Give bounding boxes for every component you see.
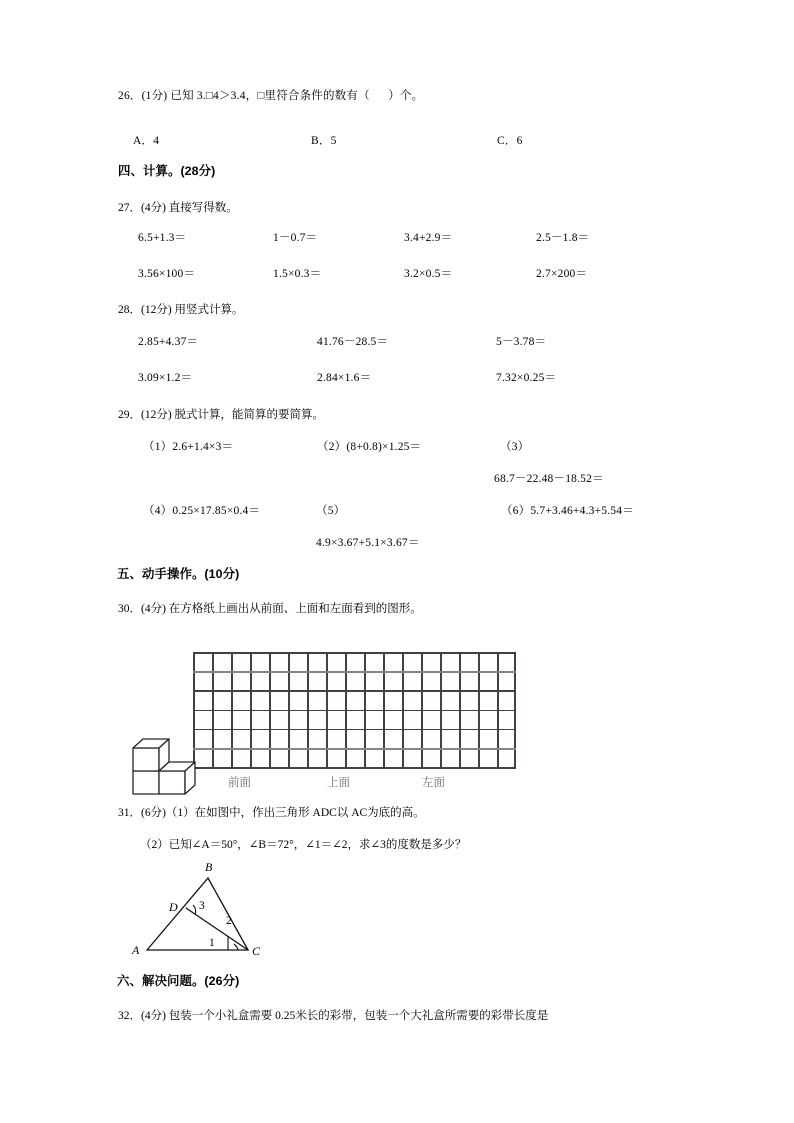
question-28-item: 3.09×1.2＝ [138,372,193,384]
question-31-stem: 31．(6分)（1）在如图中，作出三角形 ADC以 AC为底的高。 [118,807,425,819]
question-26-stem: 26．(1分) 已知 3.□4＞3.4，□里符合条件的数有（ ）个。 [118,90,424,102]
question-26-option-b[interactable]: B．5 [311,135,337,147]
view-label-front: 前面 [228,777,251,789]
grid-hline [193,671,516,673]
question-27-item: 3.2×0.5＝ [404,268,453,280]
question-27-item: 1.5×0.3＝ [273,268,322,280]
triangle-vertex-a: A [132,943,140,957]
question-26-option-a[interactable]: A．4 [133,135,160,147]
question-29-item: （4）0.25×17.85×0.4＝ [143,505,261,517]
question-27-item: 3.56×100＝ [138,268,196,280]
triangle-angle-3: 3 [199,900,205,912]
grid-hline [193,729,516,731]
question-29-item: （3） [500,441,530,453]
cube-solid-figure [130,735,212,797]
triangle-angle-2: 2 [226,915,232,927]
question-27-item: 2.7×200＝ [536,268,588,280]
grid-hline [193,767,516,769]
grid-hline [193,710,516,712]
section-5-heading: 五、动手操作。(10分) [117,567,240,581]
question-30-stem: 30．(4分) 在方格纸上画出从前面、上面和左面看到的图形。 [118,603,422,615]
question-27-stem: 27．(4分) 直接写得数。 [118,202,238,214]
grid-hline [193,748,516,750]
question-29-item: 4.9×3.67+5.1×3.67＝ [316,537,420,549]
triangle-vertex-d: D [169,900,178,914]
cube-solid-svg [130,735,212,797]
question-29-item: （2）(8+0.8)×1.25＝ [317,441,422,453]
triangle-figure [125,860,295,968]
question-27-item: 1－0.7＝ [273,232,318,244]
grid-hline [193,652,516,654]
question-31-part2: （2）已知∠A＝50°，∠B＝72°，∠1＝∠2，求∠3的度数是多少？ [140,839,467,851]
triangle-angle-1: 1 [209,937,215,949]
grid-hline [193,690,516,692]
triangle-svg [125,860,295,968]
square-grid-paper[interactable] [193,652,516,769]
triangle-vertex-b: B [205,860,213,874]
question-29-item: （6）5.7+3.46+4.3+5.54＝ [501,505,634,517]
question-28-item: 2.85+4.37＝ [138,336,199,348]
question-28-item: 7.32×0.25＝ [496,372,557,384]
view-label-top: 上面 [327,777,350,789]
question-29-item: 68.7－22.48－18.52＝ [494,473,604,485]
question-27-item: 3.4+2.9＝ [404,232,453,244]
question-28-stem: 28．(12分) 用竖式计算。 [118,304,244,316]
question-28-item: 2.84×1.6＝ [317,372,372,384]
question-32-stem: 32．(4分) 包装一个小礼盒需要 0.25米长的彩带，包装一个大礼盒所需要的彩带长度是 [118,1010,549,1022]
question-27-item: 6.5+1.3＝ [138,232,187,244]
triangle-vertex-c: C [252,944,261,958]
section-4-heading: 四、计算。(28分) [118,164,216,178]
view-label-left: 左面 [422,777,445,789]
section-6-heading: 六、解决问题。(26分) [117,974,240,988]
question-26-option-c[interactable]: C．6 [497,135,523,147]
question-28-item: 41.76－28.5＝ [317,336,389,348]
question-27-item: 2.5－1.8＝ [536,232,590,244]
question-29-item: （5） [316,505,346,517]
question-28-item: 5－3.78＝ [496,336,547,348]
question-29-item: （1）2.6+1.4×3＝ [143,441,234,453]
question-29-stem: 29．(12分) 脱式计算，能简算的要简算。 [118,409,325,421]
